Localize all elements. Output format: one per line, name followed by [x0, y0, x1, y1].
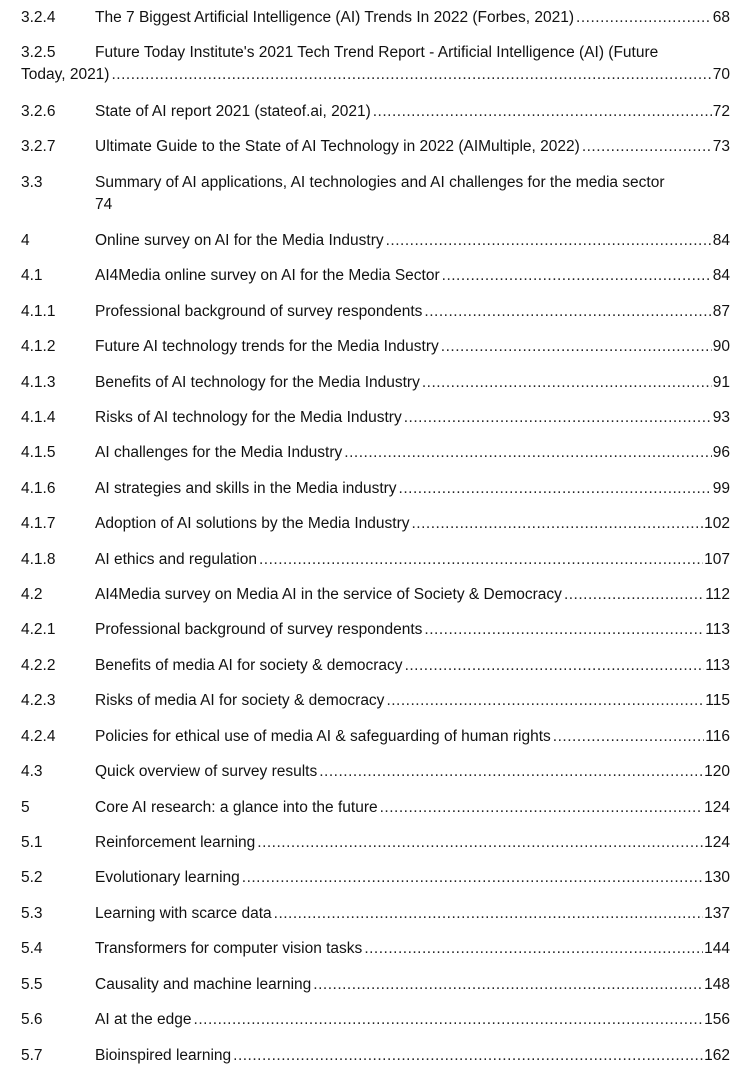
toc-entry-number: 4.1	[21, 267, 43, 284]
toc-entry-number: 4	[21, 232, 30, 249]
toc-entry-title: Core AI research: a glance into the future	[95, 799, 378, 816]
toc-entry-title: Professional background of survey respondents	[95, 621, 423, 638]
toc-entry-title: AI challenges for the Media Industry	[95, 444, 343, 461]
toc-entry-number: 3.2.4	[21, 9, 56, 26]
dot-leader	[373, 102, 712, 122]
toc-entry-page: 68	[712, 9, 730, 26]
toc-entry-page: 102	[704, 515, 730, 532]
toc-entry-title: Learning with scarce data	[95, 905, 272, 922]
toc-entry-title-line1: Future Today Institute's 2021 Tech Trend Report - Artificial Intelligence (AI) (Future	[95, 44, 659, 61]
toc-entry-number: 5	[21, 799, 30, 816]
toc-entry-number: 5.7	[21, 1047, 43, 1064]
toc-entry-number: 4.1.2	[21, 338, 56, 355]
toc-entry-title: State of AI report 2021 (stateof.ai, 2021)	[95, 103, 371, 120]
toc-entry-title: Quick overview of survey results	[95, 763, 318, 780]
toc-entry-number: 5.2	[21, 869, 43, 886]
toc-entry-title-line1: Summary of AI applications, AI technologies and AI challenges for the media sector	[95, 174, 665, 191]
toc-entry-page: 107	[704, 551, 730, 568]
dot-leader	[386, 231, 712, 251]
dot-leader	[441, 337, 712, 357]
toc-entry-page: 87	[712, 303, 730, 320]
toc-entry-page: 120	[704, 763, 730, 780]
dot-leader	[274, 904, 703, 924]
toc-entry-number: 5.3	[21, 905, 43, 922]
toc-entry-page: 91	[712, 374, 730, 391]
toc-entry-number: 4.1.3	[21, 374, 56, 391]
toc-entry-number: 5.1	[21, 834, 43, 851]
dot-leader	[582, 137, 712, 157]
dot-leader	[242, 868, 703, 888]
dot-leader	[380, 798, 704, 818]
toc-entry-number: 4.1.5	[21, 444, 56, 461]
toc-entry-title: Reinforcement learning	[95, 834, 256, 851]
toc-entry-title: Transformers for computer vision tasks	[95, 940, 363, 957]
toc-entry-number: 4.1.1	[21, 303, 56, 320]
toc-entry-title: AI4Media survey on Media AI in the service of Society & Democracy	[95, 586, 562, 603]
toc-entry-number: 5.4	[21, 940, 43, 957]
toc-entry-page: 73	[712, 138, 730, 155]
toc-entry-number: 4.1.6	[21, 480, 56, 497]
dot-leader	[344, 443, 711, 463]
dot-leader	[424, 620, 704, 640]
toc-entry-page: 156	[704, 1011, 730, 1028]
toc-entry-title: Evolutionary learning	[95, 869, 240, 886]
dot-leader	[404, 408, 712, 428]
dot-leader	[233, 1046, 703, 1066]
toc-entry-page: 144	[704, 940, 730, 957]
toc-entry-page: 70	[712, 66, 730, 83]
dot-leader	[319, 762, 703, 782]
toc-entry-title: Future AI technology trends for the Media Industry	[95, 338, 439, 355]
toc-entry-page: 90	[712, 338, 730, 355]
toc-entry-title: AI strategies and skills in the Media industry	[95, 480, 397, 497]
dot-leader	[553, 727, 704, 747]
toc-entry-page: 84	[712, 232, 730, 249]
dot-leader	[442, 266, 712, 286]
toc-entry-number: 4.3	[21, 763, 43, 780]
dot-leader	[576, 8, 712, 28]
toc-entry-title: AI at the edge	[95, 1011, 192, 1028]
toc-entry-page: 124	[704, 799, 730, 816]
toc-entry-title: Adoption of AI solutions by the Media Industry	[95, 515, 410, 532]
toc-entry-number: 4.2.3	[21, 692, 56, 709]
toc-entry-page: 148	[704, 976, 730, 993]
toc-entry-title: Policies for ethical use of media AI & safeguarding of human rights	[95, 728, 551, 745]
toc-entry-number: 4.2.4	[21, 728, 56, 745]
toc-entry-number: 4.1.4	[21, 409, 56, 426]
toc-entry-page: 162	[704, 1047, 730, 1064]
dot-leader	[399, 479, 712, 499]
dot-leader	[422, 373, 712, 393]
toc-entry-number: 3.2.6	[21, 103, 56, 120]
toc-entry-number: 3.2.7	[21, 138, 56, 155]
toc-entry-page: 116	[705, 728, 730, 745]
toc-entry-page: 115	[705, 692, 730, 709]
toc-entry-number: 5.6	[21, 1011, 43, 1028]
dot-leader	[424, 302, 711, 322]
toc-entry-page: 99	[712, 480, 730, 497]
dot-leader	[564, 585, 704, 605]
toc-entry-title: AI4Media online survey on AI for the Media Sector	[95, 267, 440, 284]
toc-entry-title: Online survey on AI for the Media Industry	[95, 232, 384, 249]
dot-leader	[194, 1010, 704, 1030]
toc-entry-number: 4.1.8	[21, 551, 56, 568]
toc-entry-page: 93	[712, 409, 730, 426]
toc-entry-number: 3.2.5	[21, 44, 56, 61]
toc-entry-number: 4.2.2	[21, 657, 56, 674]
toc-entry-number: 4.2.1	[21, 621, 56, 638]
toc-entry-title: Benefits of AI technology for the Media Industry	[95, 374, 420, 391]
toc-entry-title: Risks of AI technology for the Media Industry	[95, 409, 402, 426]
dot-leader	[412, 514, 704, 534]
dot-leader	[364, 939, 703, 959]
toc-entry-page: 112	[705, 586, 730, 603]
toc-entry-title: Risks of media AI for society & democracy	[95, 692, 385, 709]
toc-entry-title: The 7 Biggest Artificial Intelligence (AI) Trends In 2022 (Forbes, 2021)	[95, 9, 575, 26]
toc-entry-page: 124	[704, 834, 730, 851]
toc-entry-page: 113	[705, 621, 730, 638]
toc-entry-title: Ultimate Guide to the State of AI Technology in 2022 (AIMultiple, 2022)	[95, 138, 580, 155]
toc-entry-title: AI ethics and regulation	[95, 551, 257, 568]
toc-entry-title: Benefits of media AI for society & democracy	[95, 657, 403, 674]
toc-entry-number: 5.5	[21, 976, 43, 993]
toc-entry-page: 72	[712, 103, 730, 120]
toc-entry-page: 137	[704, 905, 730, 922]
dot-leader	[257, 833, 703, 853]
toc-entry-page: 74	[95, 196, 113, 213]
toc-entry-number: 4.2	[21, 586, 43, 603]
toc-entry-page: 84	[712, 267, 730, 284]
dot-leader	[111, 65, 711, 85]
dot-leader	[259, 550, 703, 570]
toc-entry-title-line2: Today, 2021)	[21, 66, 110, 83]
toc-entry-page: 130	[704, 869, 730, 886]
toc-entry-page: 113	[705, 657, 730, 674]
dot-leader	[313, 975, 703, 995]
toc-entry-number: 3.3	[21, 174, 43, 191]
dot-leader	[405, 656, 705, 676]
toc-entry-title: Causality and machine learning	[95, 976, 312, 993]
toc-entry-page: 96	[712, 444, 730, 461]
toc-entry-title: Bioinspired learning	[95, 1047, 232, 1064]
toc-entry-title: Professional background of survey respondents	[95, 303, 423, 320]
dot-leader	[386, 691, 704, 711]
toc-entry-number: 4.1.7	[21, 515, 56, 532]
